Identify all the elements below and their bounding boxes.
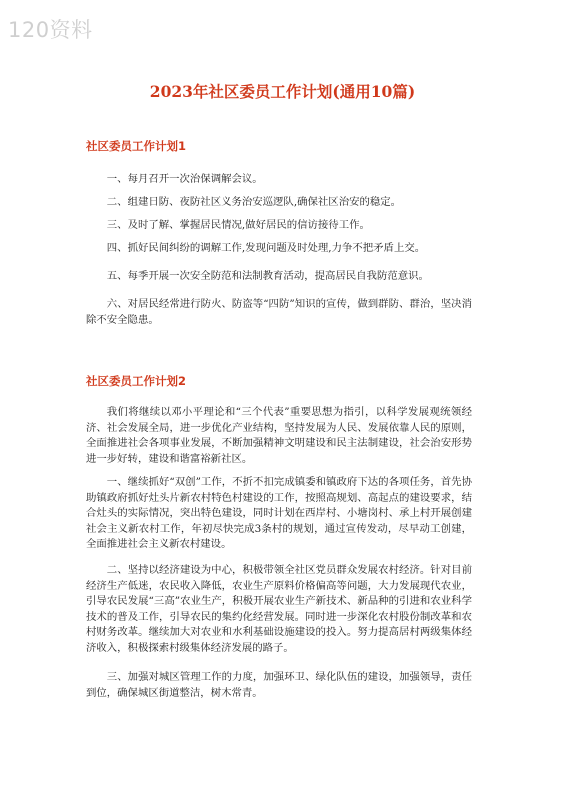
section-heading-2: 社区委员工作计划2 xyxy=(86,374,187,388)
paragraph: 六、对居民经常进行防火、防盗等“四防”知识的宣传，做到群防、群治，坚决消除不安全隐患。 xyxy=(86,298,472,326)
paragraph: 三、及时了解、掌握居民情况,做好居民的信访接待工作。 xyxy=(106,219,370,231)
watermark: 120资料 xyxy=(8,18,93,42)
section-heading-1: 社区委员工作计划1 xyxy=(86,139,187,153)
paragraph: 四、抓好民间纠纷的调解工作,发现问题及时处理,力争不把矛盾上交。 xyxy=(106,242,426,254)
document-title: 2023年社区委员工作计划(通用10篇) xyxy=(149,82,416,101)
paragraph: 二、坚持以经济建设为中心，积极带领全社区党员群众发展农村经济。针对目前经济生产低迷，农民收入降低，农业生产原料价格偏高等问题，大力发展现代农业，引导农民发展“三高”农业生产，积极开展农业生产新技术、新品种的引进和农业科学技术的普及工作，引导农民的集约化经营发展。同时进一步深化农村股份制改革和农村财务改革。继续加大对农业和水利基础设施建设的投入。努力提高居村两级集体经济收入，积极探索村级集体经济发展的路子。 xyxy=(86,564,472,654)
paragraph: 一、每月召开一次治保调解会议。 xyxy=(106,173,263,185)
paragraph: 一、继续抓好“双创”工作，不折不扣完成镇委和镇政府下达的各项任务，首先协助镇政府抓好灶头片新农村特色村建设的工作，按照高规划、高起点的建设要求，结合灶头的实际情况，突出特色建设，同时计划在西岸村、小塘岗村、承上村开展创建社会主义新农村工作，年初尽快完成3条村的规划，通过宣传发动，尽早动工创建，全面推进社会主义新农村建设。 xyxy=(86,476,472,551)
paragraph: 二、组建日防、夜防社区义务治安巡逻队,确保社区治安的稳定。 xyxy=(106,196,402,208)
paragraph: 三、加强对城区管理工作的力度，加强环卫、绿化队伍的建设，加强领导，责任到位，确保城区街道整洁，树木常青。 xyxy=(86,671,472,699)
paragraph: 五、每季开展一次安全防范和法制教育活动，提高居民自我防范意识。 xyxy=(106,270,429,282)
paragraph: 我们将继续以邓小平理论和“三个代表”重要思想为指引，以科学发展观统领经济、社会发展全局，进一步优化产业结构，坚持发展为人民、发展依靠人民的原则，全面推进社会各项事业发展，不断加强精神文明建设和民主法制建设，社会治安形势进一步好转，建设和谐富裕新社区。 xyxy=(86,406,472,465)
